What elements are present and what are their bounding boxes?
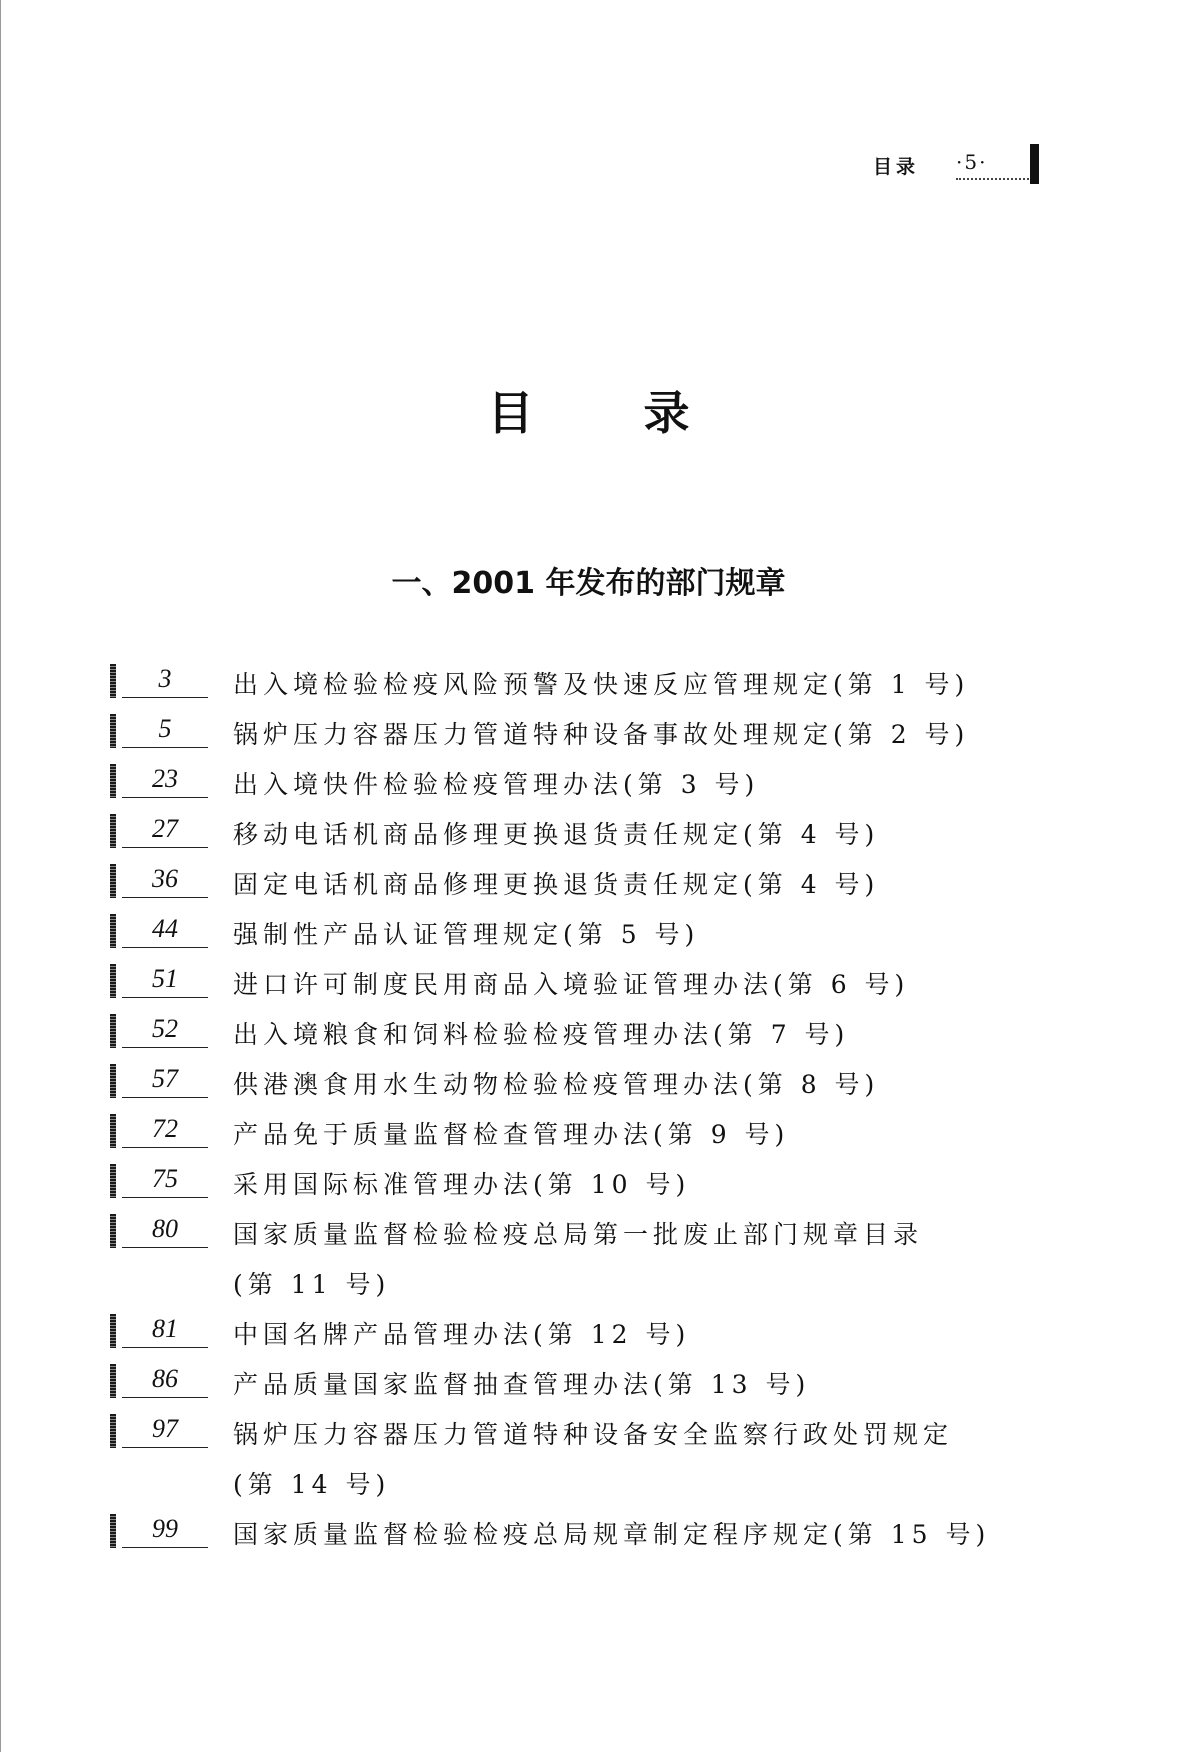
toc-page-number: 80 [122,1210,208,1248]
page-title: 目录 [487,386,800,440]
toc-page-number: 36 [122,860,208,898]
toc-entry[interactable] [110,1160,1110,1210]
page-edge-line [0,0,1,1752]
toc-entry-title: 进口许可制度民用商品入境验证管理办法(第 6 号) [233,970,910,999]
toc-entry[interactable] [110,1010,1110,1060]
toc-entry[interactable] [110,760,1110,810]
toc-page-number: 97 [122,1410,208,1448]
toc-marker [110,714,116,748]
toc-marker [110,1214,116,1248]
toc-marker [110,964,116,998]
toc-entry[interactable] [110,710,1110,760]
toc-entry[interactable] [110,660,1110,710]
toc-marker [110,1364,116,1398]
toc-entry-title: 出入境快件检验检疫管理办法(第 3 号) [233,770,760,799]
toc-entry-title: 固定电话机商品修理更换退货责任规定(第 4 号) [233,870,880,899]
toc-marker [110,914,116,948]
toc-entry[interactable] [110,1210,1110,1310]
toc-marker [110,1064,116,1098]
toc-marker [110,764,116,798]
toc-entry-title: 中国名牌产品管理办法(第 12 号) [233,1320,691,1349]
toc-marker [110,1014,116,1048]
toc-page-number: 51 [122,960,208,998]
toc-page-number: 72 [122,1110,208,1148]
toc-marker [110,814,116,848]
toc-marker [110,1114,116,1148]
toc-page-number: 86 [122,1360,208,1398]
toc-entry[interactable] [110,1310,1110,1360]
toc-entry-title: 国家质量监督检验检疫总局第一批废止部门规章目录 (第 11 号) [233,1220,924,1299]
toc-entry[interactable] [110,1060,1110,1110]
thumb-index-bar [1030,144,1039,184]
toc-entry-title: 移动电话机商品修理更换退货责任规定(第 4 号) [233,820,880,849]
toc-entry-title: 锅炉压力容器压力管道特种设备安全监察行政处罚规定 (第 14 号) [233,1420,954,1499]
table-of-contents [110,660,1110,1560]
toc-entry-title: 锅炉压力容器压力管道特种设备事故处理规定(第 2 号) [233,720,970,749]
toc-marker [110,1164,116,1198]
toc-page-number: 44 [122,910,208,948]
toc-page-number: 99 [122,1510,208,1548]
toc-marker [110,1514,116,1548]
toc-page-number: 81 [122,1310,208,1348]
toc-entry-title: 产品质量国家监督抽查管理办法(第 13 号) [233,1370,811,1399]
toc-entry-title: 强制性产品认证管理规定(第 5 号) [233,920,700,949]
toc-entry-title: 出入境粮食和饲料检验检疫管理办法(第 7 号) [233,1020,850,1049]
toc-entry-title: 出入境检验检疫风险预警及快速反应管理规定(第 1 号) [233,670,970,699]
toc-page-number: 3 [122,660,208,698]
running-head-title: 目录 [873,156,920,178]
toc-entry[interactable] [110,1110,1110,1160]
toc-entry[interactable] [110,960,1110,1010]
running-head-dotted-rule [956,178,1036,181]
toc-page-number: 75 [122,1160,208,1198]
running-head-page-number: ·5· [956,150,988,174]
toc-entry[interactable] [110,1410,1110,1510]
toc-page-number: 52 [122,1010,208,1048]
toc-entry[interactable] [110,860,1110,910]
toc-entry[interactable] [110,1360,1110,1410]
toc-page-number: 5 [122,710,208,748]
toc-entry-title: 产品免于质量监督检查管理办法(第 9 号) [233,1120,790,1149]
toc-marker [110,864,116,898]
toc-marker [110,1314,116,1348]
toc-page-number: 57 [122,1060,208,1098]
toc-page-number: 27 [122,810,208,848]
toc-entry-title: 国家质量监督检验检疫总局规章制定程序规定(第 15 号) [233,1520,991,1549]
toc-marker [110,664,116,698]
toc-marker [110,1414,116,1448]
toc-entry[interactable] [110,910,1110,960]
section-title: 一、2001 年发布的部门规章 [391,566,786,601]
running-head [870,148,1040,188]
toc-entry-title: 供港澳食用水生动物检验检疫管理办法(第 8 号) [233,1070,880,1099]
toc-entry-title: 采用国际标准管理办法(第 10 号) [233,1170,691,1199]
toc-entry[interactable] [110,1510,1110,1560]
toc-entry[interactable] [110,810,1110,860]
toc-page-number: 23 [122,760,208,798]
